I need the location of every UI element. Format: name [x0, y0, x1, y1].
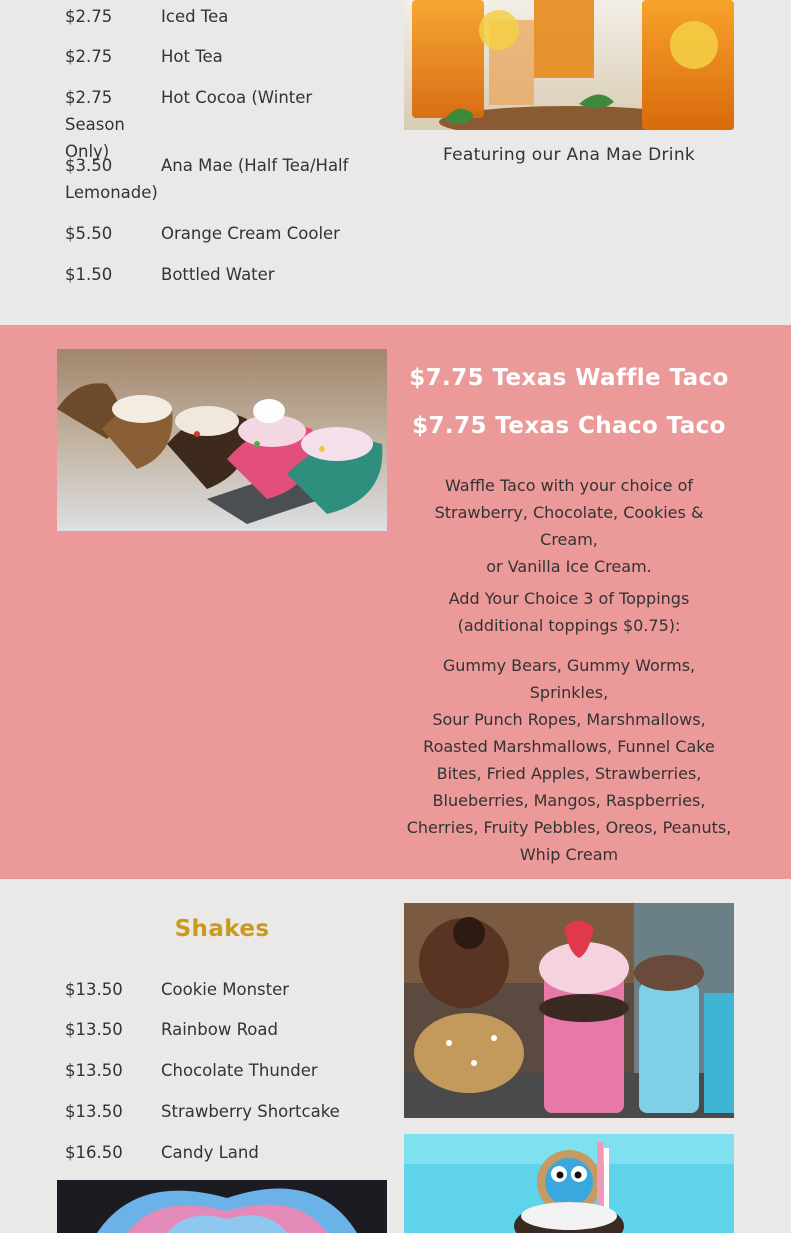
shakes-photo [404, 903, 734, 1118]
item-price: $3.50 [65, 156, 113, 175]
item-price: $13.50 [65, 1061, 123, 1080]
shake-item [65, 976, 375, 1003]
item-price: $13.50 [65, 1102, 123, 1121]
item-name: Iced Tea [161, 7, 229, 26]
toppings-list-line: Sour Punch Ropes, Marshmallows, [432, 710, 706, 729]
item-price: $5.50 [65, 224, 113, 243]
item-price: $16.50 [65, 1143, 123, 1162]
toppings-note-line: Add Your Choice 3 of Toppings [448, 589, 690, 608]
toppings-note [404, 585, 734, 639]
drink-item [65, 152, 375, 206]
item-price: $2.75 [65, 47, 113, 66]
item-name: Candy Land [161, 1143, 259, 1162]
item-name: Orange Cream Cooler [161, 224, 340, 243]
taco-description-line: Waffle Taco with your choice of [444, 476, 693, 495]
item-name-cont: Lemonade) [65, 183, 158, 202]
toppings-note-line: (additional toppings $0.75): [457, 616, 681, 635]
toppings-list-line: Whip Cream [519, 845, 619, 864]
shakes-title: Shakes [174, 916, 270, 942]
toppings-list [404, 652, 734, 868]
item-name: Ana Mae (Half Tea/Half [161, 156, 349, 175]
ana-mae-caption: Featuring our Ana Mae Drink [442, 145, 696, 165]
taco-description-line: or Vanilla Ice Cream. [486, 557, 652, 576]
item-name: Hot Cocoa (Winter Season [65, 88, 313, 134]
taco-description [404, 472, 734, 580]
waffle-taco-heading: $7.75 Texas Waffle Taco [409, 365, 729, 391]
drink-item [65, 3, 375, 30]
item-name: Cookie Monster [161, 980, 290, 999]
waffle-taco-photo [57, 349, 387, 531]
toppings-list-line: Roasted Marshmallows, Funnel Cake [423, 737, 715, 756]
drink-item [65, 261, 375, 288]
toppings-list-line: Cherries, Fruity Pebbles, Oreos, Peanuts, [406, 818, 732, 837]
item-price: $13.50 [65, 980, 123, 999]
item-name: Hot Tea [161, 47, 223, 66]
item-price: $13.50 [65, 1020, 123, 1039]
shake-item [65, 1057, 375, 1084]
drinks-section [0, 0, 791, 325]
chaco-taco-heading: $7.75 Texas Chaco Taco [412, 413, 726, 439]
item-price: $2.75 [65, 7, 113, 26]
drink-item [65, 220, 375, 247]
shake-item [65, 1098, 375, 1125]
toppings-list-line: Gummy Bears, Gummy Worms, Sprinkles, [442, 656, 696, 702]
cookie-monster-shake-photo [404, 1134, 734, 1233]
item-price: $2.75 [65, 88, 113, 107]
toppings-list-line: Blueberries, Mangos, Raspberries, [432, 791, 706, 810]
ana-mae-drink-photo [404, 0, 734, 130]
toppings-list-line: Bites, Fried Apples, Strawberries, [436, 764, 702, 783]
item-name-cont: Only) [65, 142, 110, 161]
item-name: Bottled Water [161, 265, 275, 284]
candy-land-shake-photo [57, 1180, 387, 1233]
item-name: Rainbow Road [161, 1020, 278, 1039]
item-name: Chocolate Thunder [161, 1061, 318, 1080]
shake-item [65, 1139, 375, 1166]
item-price: $1.50 [65, 265, 113, 284]
drink-item [65, 43, 375, 70]
taco-description-line: Strawberry, Chocolate, Cookies & Cream, [434, 503, 704, 549]
shake-item [65, 1016, 375, 1043]
item-name: Strawberry Shortcake [161, 1102, 340, 1121]
